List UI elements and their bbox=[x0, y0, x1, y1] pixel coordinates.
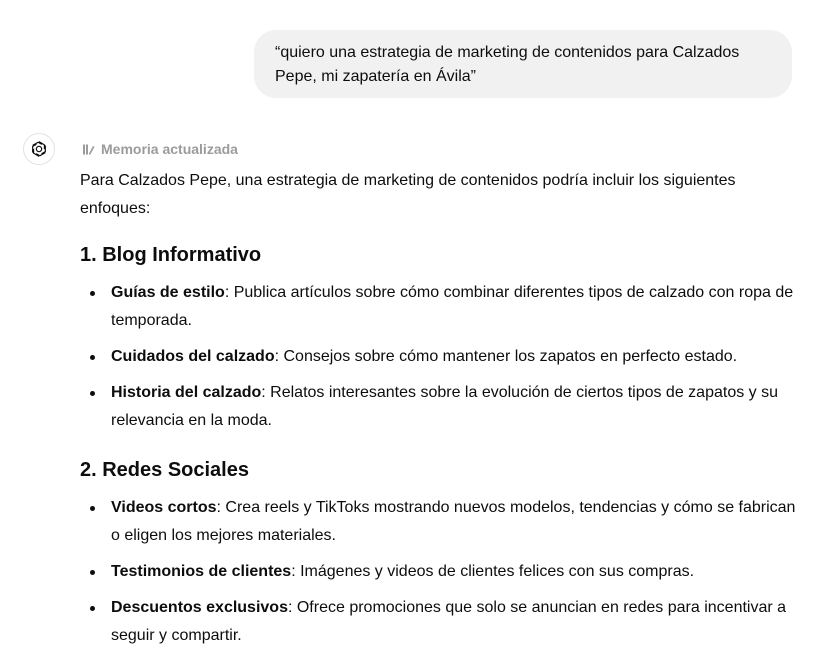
list-item bbox=[80, 594, 800, 650]
list-item-text: : Publica artículos sobre cómo combinar diferentes tipos de calzado con ropa de temporada. bbox=[111, 284, 794, 329]
section-list bbox=[80, 279, 800, 435]
user-message-text: “quiero una estrategia de marketing de contenidos para Calzados Pepe, mi zapatería en Ávila” bbox=[275, 44, 740, 85]
list-item-title: Descuentos exclusivos bbox=[111, 599, 288, 616]
openai-logo-icon bbox=[29, 139, 49, 159]
bullet-icon bbox=[90, 355, 95, 360]
section-heading: 2. Redes Sociales bbox=[80, 459, 249, 481]
list-item-text: : Relatos interesantes sobre la evolución de ciertos tipos de zapatos y su relevancia en la moda. bbox=[111, 384, 778, 429]
list-item-title: Guías de estilo bbox=[111, 284, 225, 301]
assistant-avatar bbox=[23, 133, 55, 165]
list-item-title: Cuidados del calzado bbox=[111, 348, 275, 365]
bullet-icon bbox=[90, 391, 95, 396]
list-item bbox=[80, 379, 800, 435]
list-item bbox=[80, 279, 800, 335]
list-item-title: Testimonios de clientes bbox=[111, 563, 292, 580]
bullet-icon bbox=[90, 570, 95, 575]
memory-edit-icon bbox=[82, 143, 95, 156]
list-item-text: : Ofrece promociones que solo se anuncian en redes para incentivar a seguir y compartir. bbox=[111, 599, 787, 644]
response-intro: Para Calzados Pepe, una estrategia de marketing de contenidos podría incluir los siguientes enfoques: bbox=[80, 172, 736, 217]
list-item-title: Videos cortos bbox=[111, 499, 217, 516]
memory-updated-label: Memoria actualizada bbox=[101, 141, 238, 157]
list-item-text: : Crea reels y TikToks mostrando nuevos modelos, tendencias y cómo se fabrican o eligen los mejores materiales. bbox=[111, 499, 796, 544]
bullet-icon bbox=[90, 506, 95, 511]
memory-updated-indicator[interactable] bbox=[82, 139, 238, 159]
user-message-bubble bbox=[254, 30, 792, 98]
list-item bbox=[80, 494, 800, 550]
list-item-text: : Consejos sobre cómo mantener los zapatos en perfecto estado. bbox=[274, 348, 738, 365]
list-item-title: Historia del calzado bbox=[111, 384, 262, 401]
section-list bbox=[80, 494, 800, 650]
list-item-text: : Imágenes y videos de clientes felices con sus compras. bbox=[291, 563, 695, 580]
assistant-response bbox=[80, 167, 800, 658]
bullet-icon bbox=[90, 291, 95, 296]
list-item bbox=[80, 558, 800, 586]
bullet-icon bbox=[90, 606, 95, 611]
list-item bbox=[80, 343, 800, 371]
section-heading: 1. Blog Informativo bbox=[80, 244, 262, 266]
